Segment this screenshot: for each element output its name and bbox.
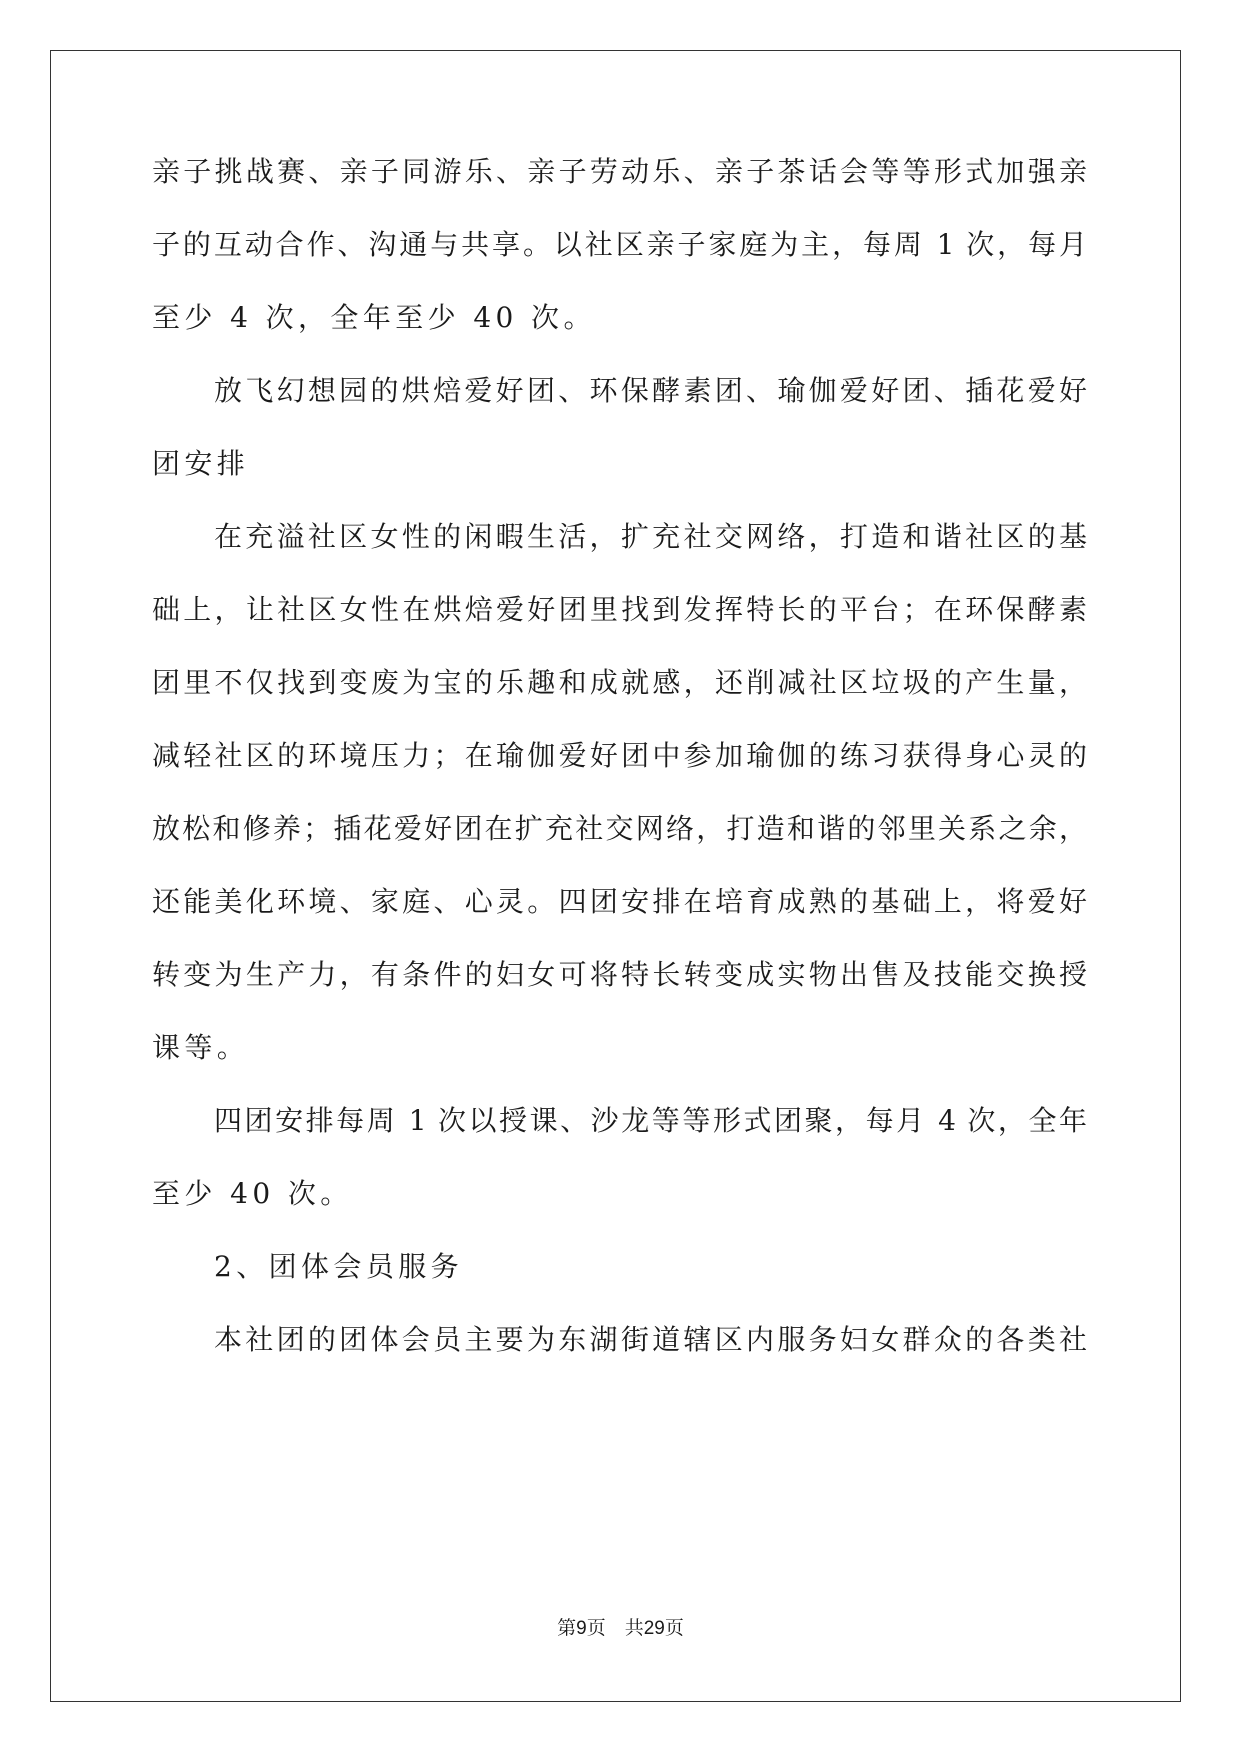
text-line: 至少 40 次。 [152, 1177, 353, 1210]
page-prefix: 第 [557, 1617, 577, 1639]
current-page-number: 9 [576, 1618, 587, 1639]
text-line: 还能美化环境、家庭、心灵。四团安排在培育成熟的基础上，将爱好 [152, 885, 1087, 918]
text-line: 课等。 [152, 1031, 250, 1064]
text-line: 转变为生产力，有条件的妇女可将特长转变成实物出售及技能交换授 [152, 958, 1087, 991]
text-line: 团里不仅找到变废为宝的乐趣和成就感，还削减社区垃圾的产生量， [152, 666, 1087, 699]
text-line: 至少 4 次，全年至少 40 次。 [152, 301, 596, 334]
text-line: 子的互动合作、沟通与共享。以社区亲子家庭为主，每周 1 次，每月 [152, 228, 1087, 261]
text-line: 在充溢社区女性的闲暇生活，扩充社交网络，打造和谐社区的基 [214, 520, 1087, 553]
text-line: 放松和修养；插花爱好团在扩充社交网络，打造和谐的邻里关系之余， [152, 812, 1087, 845]
text-line: 团安排 [152, 447, 250, 480]
text-line: 四团安排每周 1 次以授课、沙龙等等形式团聚，每月 4 次，全年 [214, 1104, 1087, 1137]
total-page-number: 29 [643, 1618, 665, 1639]
text-line: 减轻社区的环境压力；在瑜伽爱好团中参加瑜伽的练习获得身心灵的 [152, 739, 1087, 772]
text-line: 础上，让社区女性在烘焙爱好团里找到发挥特长的平台；在环保酵素 [152, 593, 1087, 626]
text-line: 亲子挑战赛、亲子同游乐、亲子劳动乐、亲子茶话会等等形式加强亲 [152, 155, 1087, 188]
page-number-footer [0, 1616, 1241, 1641]
text-line: 放飞幻想园的烘焙爱好团、环保酵素团、瑜伽爱好团、插花爱好 [214, 374, 1087, 407]
page-mid: 页 共 [586, 1617, 644, 1639]
text-line: 本社团的团体会员主要为东湖街道辖区内服务妇女群众的各类社 [214, 1323, 1087, 1356]
section-heading: 2、团体会员服务 [214, 1250, 464, 1283]
page-suffix: 页 [664, 1617, 684, 1639]
